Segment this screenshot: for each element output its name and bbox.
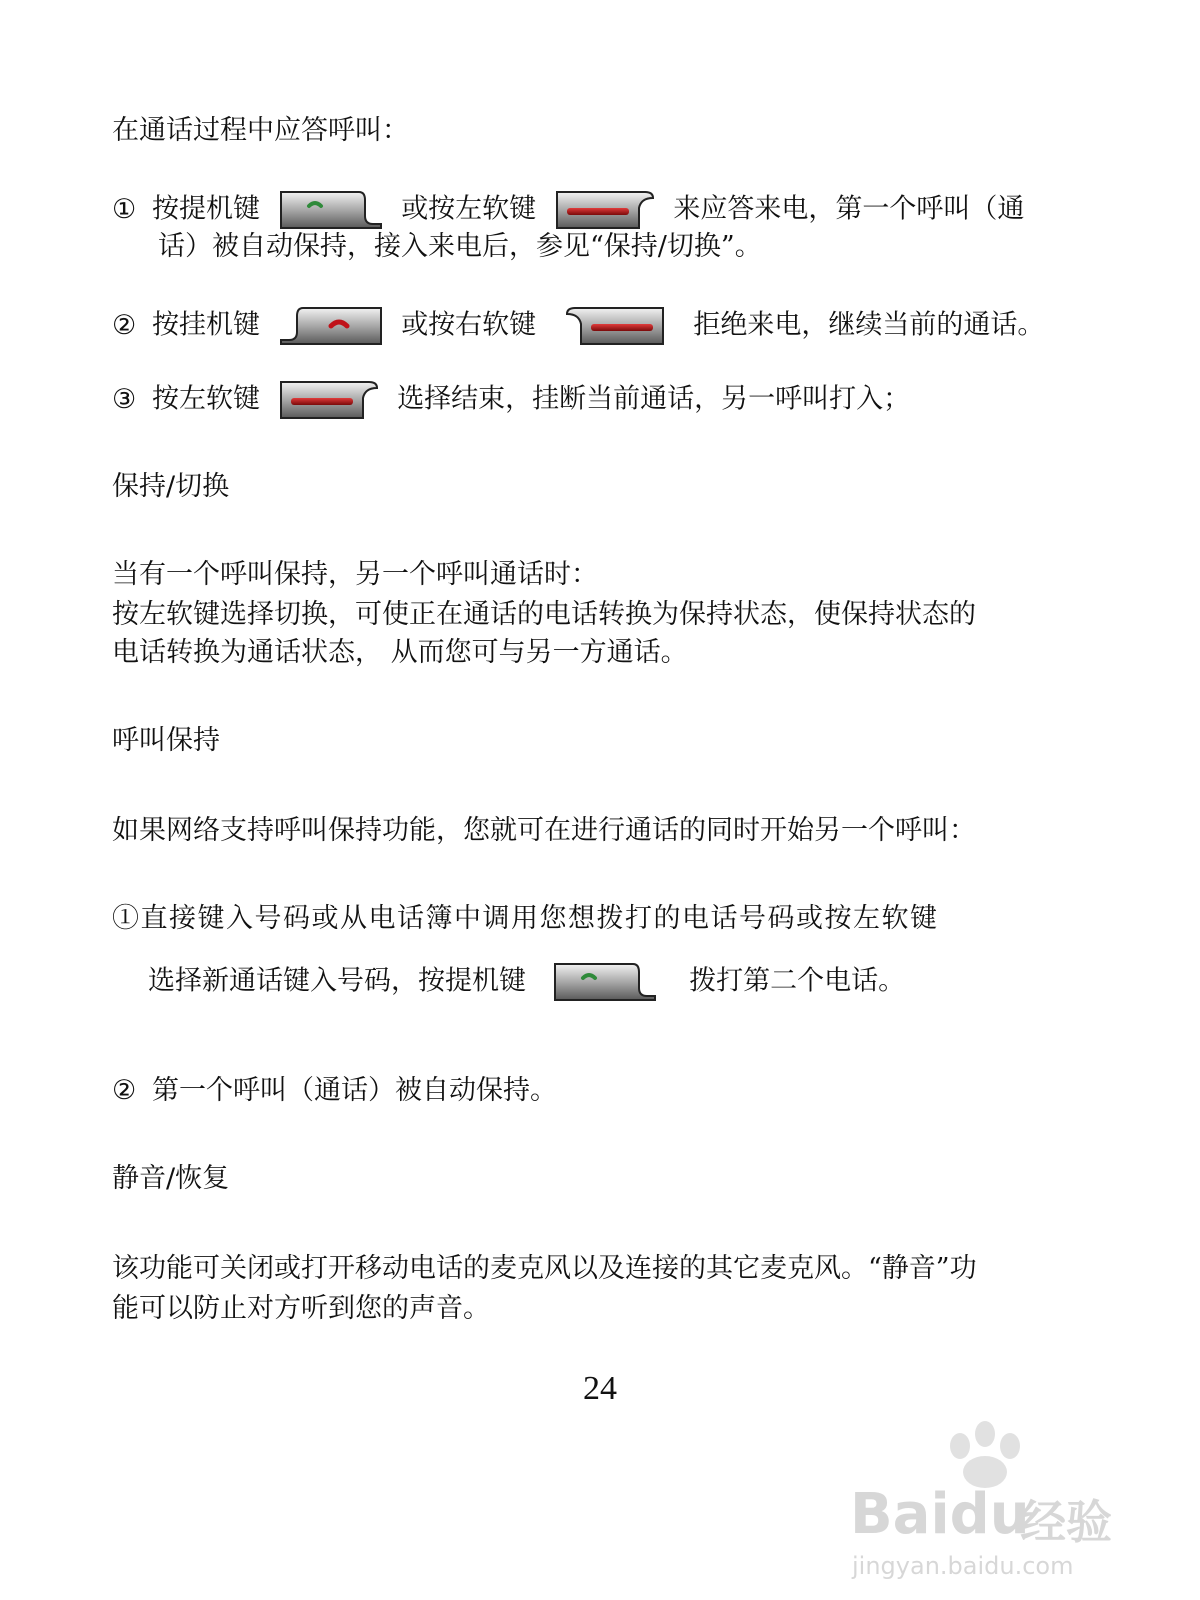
watermark-brand: Baidu xyxy=(850,1482,1030,1547)
item-1-text-a: 按提机键 xyxy=(152,193,260,225)
section-heading-call-hold: 呼叫保持 xyxy=(112,725,220,756)
right-soft-key-icon xyxy=(565,304,665,348)
section-heading-mute: 静音/恢复 xyxy=(112,1163,230,1194)
call-hold-item-1-text-a: 直接键入号码或从电话簿中调用您想拨打的电话号码或按左软键 xyxy=(140,903,939,934)
call-hold-item-2-line xyxy=(112,1072,557,1110)
item-2-line xyxy=(112,304,1044,348)
item-3-text-b: 选择结束，挂断当前通话，另一呼叫打入； xyxy=(397,383,911,415)
baidu-watermark xyxy=(850,1420,1140,1590)
item-3-text-a: 按左软键 xyxy=(152,383,260,415)
call-key-icon xyxy=(551,960,659,1004)
call-hold-item-1-text-c: 拨打第二个电话。 xyxy=(689,965,906,997)
mute-paragraph-1: 该功能可关闭或打开移动电话的麦克风以及连接的其它麦克风。“静音”功 xyxy=(112,1253,977,1284)
item-2-text-a: 按挂机键 xyxy=(152,309,260,341)
item-1-marker: ① xyxy=(112,193,137,225)
end-key-icon xyxy=(279,304,383,348)
item-1-line-2: 话）被自动保持，接入来电后，参见“保持/切换”。 xyxy=(158,231,762,262)
item-1-text-c: 来应答来电，第一个呼叫（通 xyxy=(673,193,1025,225)
left-soft-key-icon xyxy=(279,378,379,422)
page-number: 24 xyxy=(583,1370,617,1407)
item-1-text-b: 或按左软键 xyxy=(401,193,537,225)
item-2-marker: ② xyxy=(112,309,137,341)
left-soft-key-icon xyxy=(555,188,655,232)
call-key-icon xyxy=(279,188,383,232)
hold-switch-paragraph-1: 当有一个呼叫保持，另一个呼叫通话时： xyxy=(112,559,598,590)
watermark-brand-cn: 经验 xyxy=(1020,1495,1112,1549)
item-3-marker: ③ xyxy=(112,383,137,415)
call-hold-item-1-text-b: 选择新通话键入号码，按提机键 xyxy=(148,965,526,997)
hold-switch-paragraph-3: 电话转换为通话状态， 从而您可与另一方通话。 xyxy=(112,637,688,668)
call-hold-item-1-marker: ① xyxy=(112,903,141,934)
mute-paragraph-2: 能可以防止对方听到您的声音。 xyxy=(112,1293,490,1324)
item-3-line xyxy=(112,378,910,422)
call-hold-paragraph-1: 如果网络支持呼叫保持功能，您就可在进行通话的同时开始另一个呼叫： xyxy=(112,815,976,846)
call-hold-item-1-line-1 xyxy=(112,900,939,938)
paw-icon xyxy=(930,1420,1040,1490)
watermark-url: jingyan.baidu.com xyxy=(852,1552,1074,1580)
section-heading-hold-switch: 保持/切换 xyxy=(112,471,230,502)
intro-text: 在通话过程中应答呼叫： xyxy=(112,115,409,146)
item-2-text-b: 或按右软键 xyxy=(401,309,537,341)
call-hold-item-1-line-2 xyxy=(148,960,905,1004)
hold-switch-paragraph-2: 按左软键选择切换，可使正在通话的电话转换为保持状态，使保持状态的 xyxy=(112,599,976,630)
item-2-text-c: 拒绝来电，继续当前的通话。 xyxy=(693,309,1045,341)
call-hold-item-2-text: 第一个呼叫（通话）被自动保持。 xyxy=(152,1075,557,1106)
item-1-line-1 xyxy=(112,188,1024,232)
call-hold-item-2-marker: ② xyxy=(112,1075,137,1106)
